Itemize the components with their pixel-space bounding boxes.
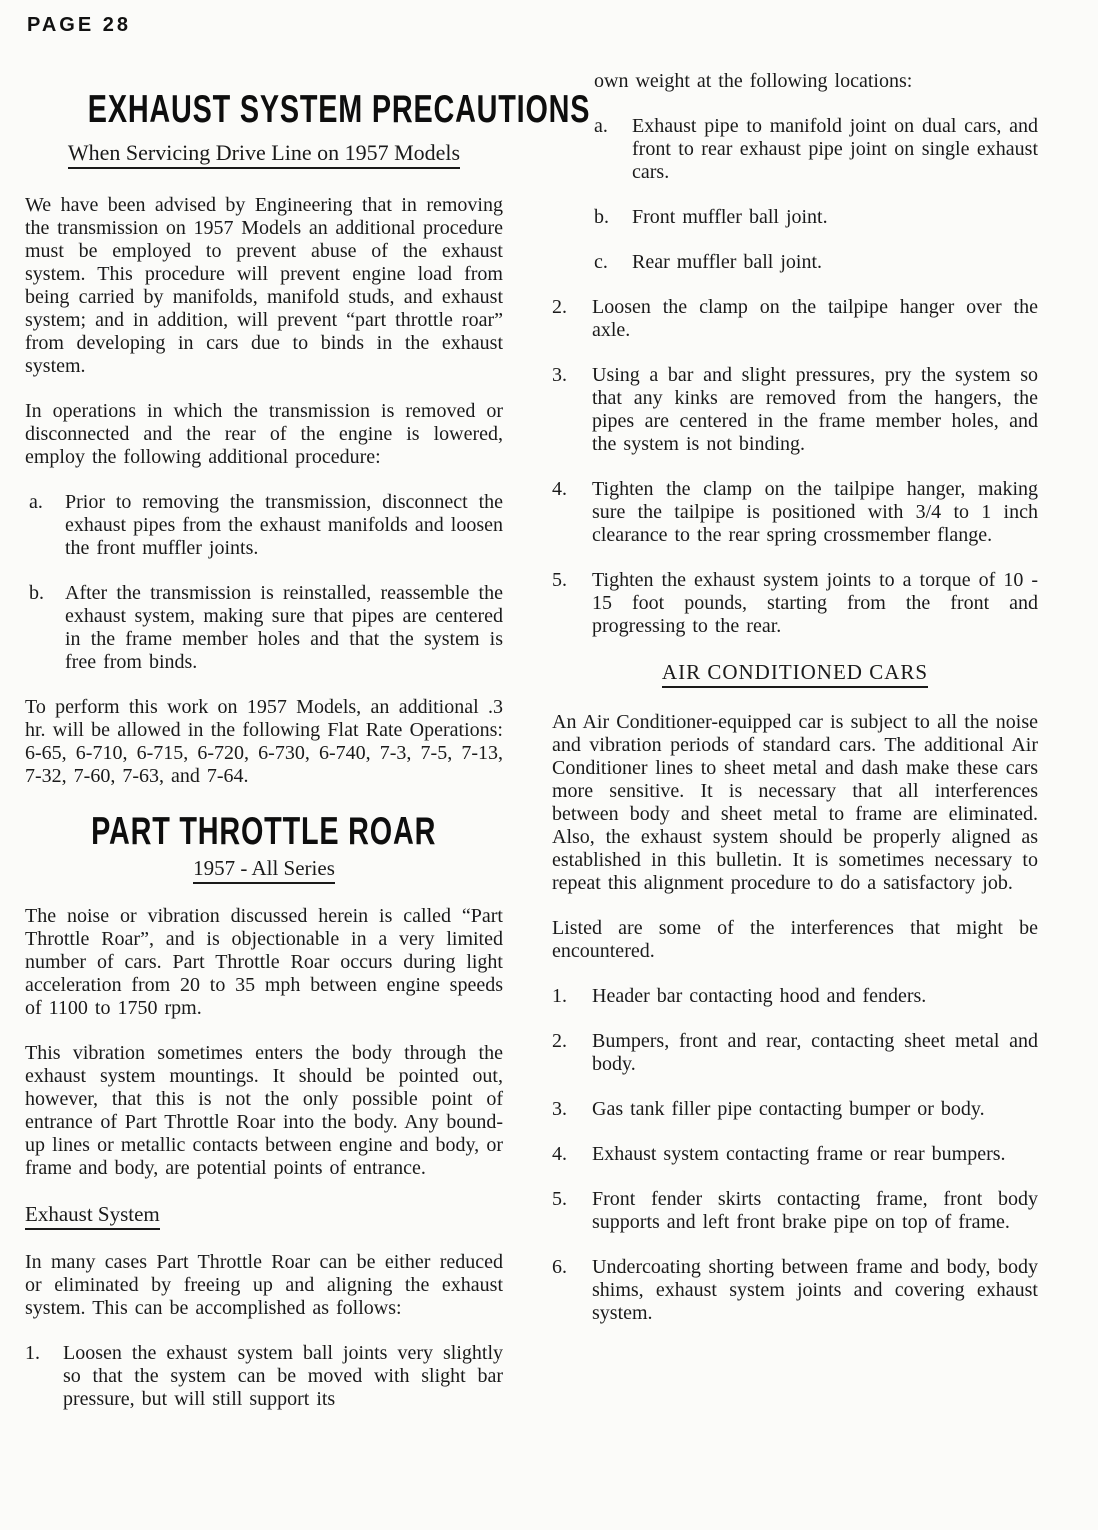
list-item-c [594,251,1038,274]
interference-item-6 [552,1256,1038,1325]
list-item-text: Front muffler ball joint. [632,206,828,228]
title-text: PART THROTTLE ROAR [91,808,437,853]
list-marker: 5. [552,1188,567,1210]
list-item-text: Front fender skirts contacting frame, front body supports and left front brake pipe on top of frame. [592,1188,1038,1233]
section-title-part-throttle-roar [25,810,503,852]
continuation-own-weight: own weight at the following locations: [594,70,913,92]
list-item-text: Prior to removing the transmission, disconnect the exhaust pipes from the exhaust manifolds and loosen the front muffler joints. [65,491,503,559]
list-item-b [594,206,1038,229]
list-marker: 3. [552,1098,567,1120]
left-column [25,86,591,1433]
list-marker: b. [594,206,609,228]
list-marker: 5. [552,569,567,591]
paragraph-reduced-or-eliminated: In many cases Part Throttle Roar can be either reduced or eliminated by freeing up and aligning the exhaust system. This can be accomplished as follows: [25,1251,503,1319]
subheading-exhaust-system: Exhaust System [25,1202,503,1227]
list-item-a [594,115,1038,184]
interference-item-1 [552,985,1038,1008]
paragraph-advised-by-engineering: We have been advised by Engineering that in removing the transmission on 1957 Models an additional procedure must be employed to prevent abuse of the exhaust system. This procedure will prevent engine load from being carried by manifolds, manifold studs, and exhaust system; and in addition, will prevent “part throttle roar” from developing in cars due to binds in the exhaust system. [25,194,503,377]
section-heading-air-conditioned-cars: AIR CONDITIONED CARS [552,660,1038,685]
list-marker: 2. [552,296,567,318]
list-item-text: Using a bar and slight pressures, pry the system so that any kinks are removed from the hangers, the pipes are centered in the frame member holes, and the system is not binding. [592,364,1038,455]
list-item-text: After the transmission is reinstalled, reassemble the exhaust system, making sure that pipes are centered in the frame member holes and that the system is free from binds. [65,582,503,673]
list-marker: c. [594,251,608,273]
list-marker: 6. [552,1256,567,1278]
list-item-text: Tighten the exhaust system joints to a torque of 10 - 15 foot pounds, starting from the front and progressing to the rear. [592,569,1038,637]
page-number: PAGE 28 [27,14,131,36]
paragraph-vibration-enters-body: This vibration sometimes enters the body through the exhaust system mountings. It should be pointed out, however, that this is not the only possible point of entrance of Part Throttle Roar into the body. Any bound-up lines or metallic contacts between engine and body, or frame and body, are potential points of entrance. [25,1042,503,1179]
interference-item-4 [552,1143,1038,1166]
list-item-text: Exhaust system contacting frame or rear bumpers. [592,1143,1006,1165]
list-marker: b. [29,582,44,604]
section-title-exhaust-system-precautions [25,86,591,131]
list-item-b [29,582,503,674]
list-item-text: Gas tank filler pipe contacting bumper or body. [592,1098,985,1120]
list-item-text: Header bar contacting hood and fenders. [592,985,927,1007]
paragraph-noise-or-vibration: The noise or vibration discussed herein is called “Part Throttle Roar”, and is objectionable in a very limited number of cars. Part Throttle Roar occurs during light acceleration from 20 to 35 mph between engine speeds of 1100 to 1750 rpm. [25,905,503,1019]
numbered-step-2 [552,296,1038,342]
title-text: EXHAUST SYSTEM PRECAUTIONS [87,86,591,131]
list-item-a [29,491,503,560]
numbered-step-5 [552,569,1038,638]
numbered-step-1 [25,1342,503,1411]
list-marker: a. [29,491,43,513]
list-marker: 4. [552,478,567,500]
section-subtitle-drive-line: When Servicing Drive Line on 1957 Models [25,140,503,166]
section-subtitle-1957-all-series: 1957 - All Series [25,856,503,881]
numbered-step-3 [552,364,1038,456]
list-item-text: Rear muffler ball joint. [632,251,823,273]
list-item-text: Loosen the exhaust system ball joints very slightly so that the system can be moved with slight bar pressure, but will still support its [63,1342,503,1410]
interference-item-2 [552,1030,1038,1076]
list-item-text: Undercoating shorting between frame and body, body shims, exhaust system joints and covering exhaust system. [592,1256,1038,1324]
paragraph-listed-interferences: Listed are some of the interferences that might be encountered. [552,917,1038,962]
list-marker: a. [594,115,608,137]
list-item-text: Loosen the clamp on the tailpipe hanger over the axle. [592,296,1038,341]
list-marker: 1. [552,985,567,1007]
list-item-text: Tighten the clamp on the tailpipe hanger, making sure the tailpipe is positioned with 3/4 to 1 inch clearance to the rear spring crossmember flange. [592,478,1038,546]
list-marker: 2. [552,1030,567,1052]
paragraph-operations-transmission: In operations in which the transmission is removed or disconnected and the rear of the engine is lowered, employ the following additional procedure: [25,400,503,468]
interference-item-5 [552,1188,1038,1234]
list-marker: 1. [25,1342,40,1364]
right-column [552,70,1038,1347]
paragraph-air-conditioner-equipped: An Air Conditioner-equipped car is subject to all the noise and vibration periods of standard cars. The additional Air Conditioner lines to sheet metal and dash make these cars more sensitive. It is necessary that all interferences between body and sheet metal to frame are eliminated. Also, the exhaust system should be properly aligned as established in this bulletin. It is sometimes necessary to repeat this alignment procedure to do a satisfactory job. [552,711,1038,894]
list-item-text: Bumpers, front and rear, contacting sheet metal and body. [592,1030,1038,1075]
list-item-text: Exhaust pipe to manifold joint on dual cars, and front to rear exhaust pipe joint on single exhaust cars. [632,115,1038,183]
interference-item-3 [552,1098,1038,1121]
paragraph-flat-rate-operations: To perform this work on 1957 Models, an additional .3 hr. will be allowed in the following Flat Rate Operations: 6-65, 6-710, 6-715, 6-720, 6-730, 6-740, 7-3, 7-5, 7-13, 7-32, 7-60, 7-63, and 7-64. [25,696,503,787]
numbered-step-4 [552,478,1038,547]
list-marker: 4. [552,1143,567,1165]
list-marker: 3. [552,364,567,386]
